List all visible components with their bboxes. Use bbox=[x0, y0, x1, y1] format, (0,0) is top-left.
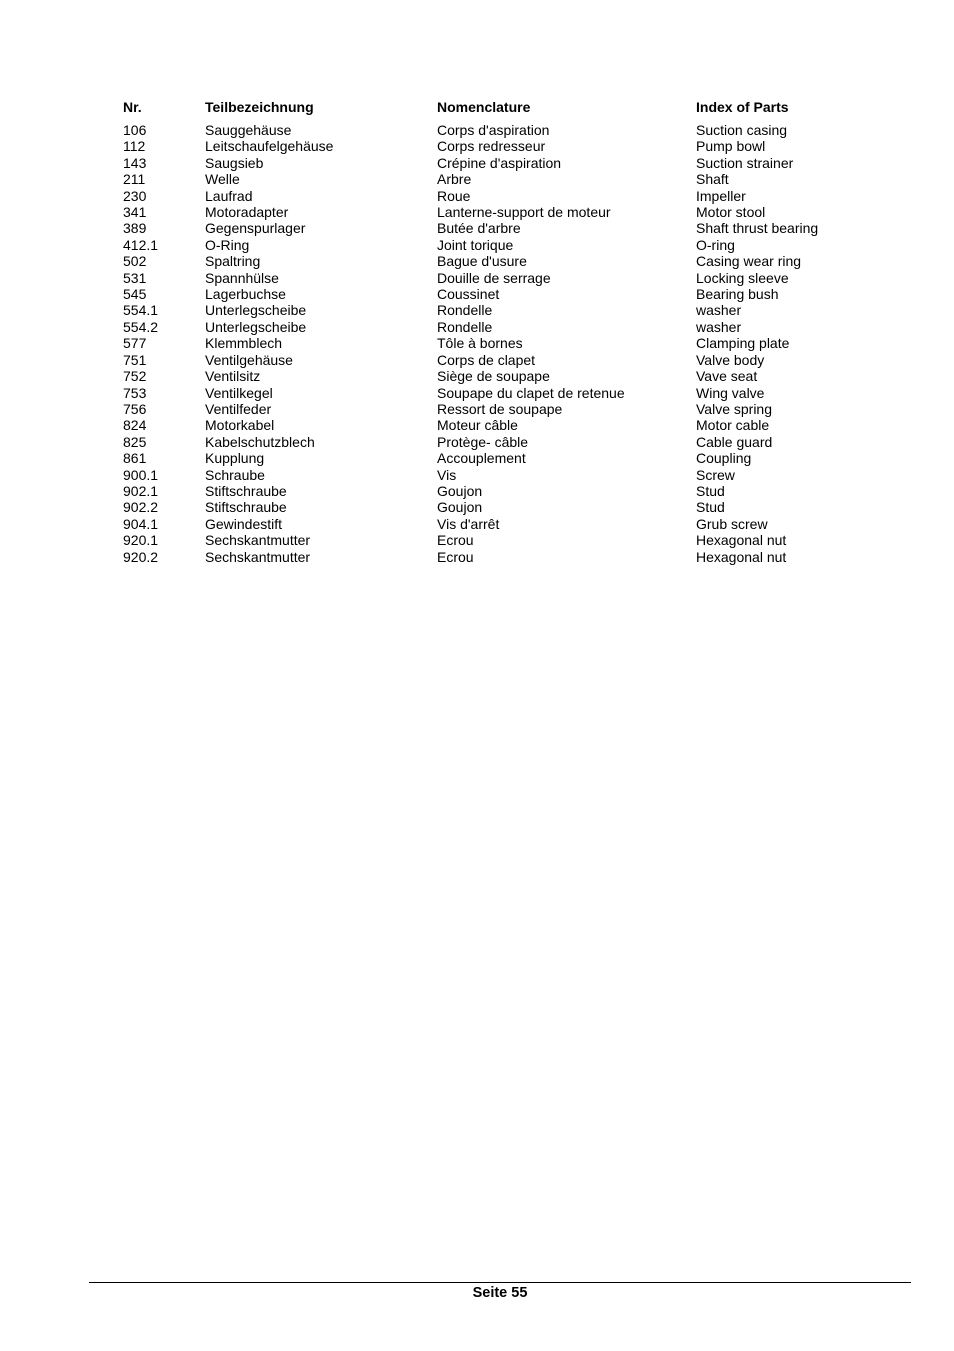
page-number: Seite 55 bbox=[472, 1285, 528, 1301]
table-row bbox=[123, 220, 856, 236]
header-nr: Nr. bbox=[123, 99, 142, 115]
cell-index-of-parts: Motor stool bbox=[696, 204, 766, 221]
table-row bbox=[123, 138, 856, 154]
cell-nr: 545 bbox=[123, 286, 147, 303]
table-row bbox=[123, 270, 856, 286]
cell-nr: 920.2 bbox=[123, 548, 159, 565]
table-row bbox=[123, 119, 856, 138]
cell-nr: 577 bbox=[123, 335, 147, 352]
cell-teilbezeichnung: Spannhülse bbox=[205, 269, 279, 286]
cell-nomenclature: Douille de serrage bbox=[437, 269, 551, 286]
cell-nomenclature: Rondelle bbox=[437, 302, 493, 319]
cell-nr: 230 bbox=[123, 187, 147, 204]
cell-nr: 825 bbox=[123, 433, 147, 450]
cell-nomenclature: Ecrou bbox=[437, 548, 474, 565]
header-teilbezeichnung: Teilbezeichnung bbox=[205, 99, 314, 115]
cell-nr: 861 bbox=[123, 450, 147, 467]
header-index-of-parts: Index of Parts bbox=[696, 99, 789, 115]
cell-index-of-parts: Grub screw bbox=[696, 515, 768, 532]
cell-nomenclature: Crépine d'aspiration bbox=[437, 154, 562, 171]
cell-teilbezeichnung: Ventilfeder bbox=[205, 400, 272, 417]
cell-nr: 554.2 bbox=[123, 318, 159, 335]
cell-nomenclature: Ressort de soupape bbox=[437, 400, 563, 417]
table-row bbox=[123, 368, 856, 384]
table-row bbox=[123, 483, 856, 499]
cell-index-of-parts: Vave seat bbox=[696, 368, 758, 385]
cell-nomenclature: Accouplement bbox=[437, 450, 526, 467]
cell-teilbezeichnung: Ventilkegel bbox=[205, 384, 273, 401]
cell-teilbezeichnung: Kupplung bbox=[205, 450, 265, 467]
cell-teilbezeichnung: Sechskantmutter bbox=[205, 548, 311, 565]
cell-nomenclature: Vis bbox=[437, 466, 457, 483]
cell-index-of-parts: Hexagonal nut bbox=[696, 548, 787, 565]
cell-nomenclature: Bague d'usure bbox=[437, 253, 527, 270]
cell-index-of-parts: Pump bowl bbox=[696, 138, 766, 155]
cell-nr: 143 bbox=[123, 154, 147, 171]
cell-nr: 756 bbox=[123, 400, 147, 417]
cell-nr: 211 bbox=[123, 171, 146, 188]
cell-nr: 824 bbox=[123, 417, 147, 434]
cell-index-of-parts: Stud bbox=[696, 499, 725, 516]
cell-nr: 902.1 bbox=[123, 482, 159, 499]
cell-nr: 904.1 bbox=[123, 515, 159, 532]
cell-teilbezeichnung: Gewindestift bbox=[205, 515, 283, 532]
cell-index-of-parts: Hexagonal nut bbox=[696, 532, 787, 549]
cell-teilbezeichnung: Motorkabel bbox=[205, 417, 275, 434]
cell-index-of-parts: Bearing bush bbox=[696, 286, 779, 303]
table-row bbox=[123, 401, 856, 417]
table-row bbox=[123, 155, 856, 171]
cell-nomenclature: Tôle à bornes bbox=[437, 335, 523, 352]
cell-index-of-parts: Clamping plate bbox=[696, 335, 790, 352]
cell-nomenclature: Vis d'arrêt bbox=[437, 515, 500, 532]
cell-index-of-parts: washer bbox=[696, 302, 742, 319]
table-row bbox=[123, 253, 856, 269]
cell-index-of-parts: Stud bbox=[696, 482, 725, 499]
cell-nr: 753 bbox=[123, 384, 147, 401]
cell-nr: 902.2 bbox=[123, 499, 159, 516]
table-row bbox=[123, 335, 856, 351]
cell-nomenclature: Protège- câble bbox=[437, 433, 529, 450]
cell-nr: 389 bbox=[123, 220, 147, 237]
table-row bbox=[123, 286, 856, 302]
cell-nomenclature: Rondelle bbox=[437, 318, 493, 335]
cell-teilbezeichnung: Gegenspurlager bbox=[205, 220, 306, 237]
cell-nomenclature: Joint torique bbox=[437, 236, 514, 253]
table-row bbox=[123, 549, 856, 565]
cell-nomenclature: Lanterne-support de moteur bbox=[437, 204, 611, 221]
cell-teilbezeichnung: Ventilsitz bbox=[205, 368, 261, 385]
cell-teilbezeichnung: Motoradapter bbox=[205, 204, 289, 221]
table-header-row bbox=[123, 99, 856, 119]
cell-teilbezeichnung: Spaltring bbox=[205, 253, 261, 270]
cell-index-of-parts: Casing wear ring bbox=[696, 253, 802, 270]
cell-index-of-parts: Impeller bbox=[696, 187, 746, 204]
cell-teilbezeichnung: Schraube bbox=[205, 466, 265, 483]
parts-table bbox=[123, 99, 856, 565]
cell-teilbezeichnung: Kabelschutzblech bbox=[205, 433, 315, 450]
cell-nomenclature: Goujon bbox=[437, 499, 483, 516]
cell-index-of-parts: Screw bbox=[696, 466, 735, 483]
cell-index-of-parts: washer bbox=[696, 318, 742, 335]
cell-teilbezeichnung: Sechskantmutter bbox=[205, 532, 311, 549]
cell-nr: 341 bbox=[123, 204, 147, 221]
table-row bbox=[123, 499, 856, 515]
cell-teilbezeichnung: Laufrad bbox=[205, 187, 253, 204]
cell-index-of-parts: Suction casing bbox=[696, 122, 788, 138]
cell-nr: 920.1 bbox=[123, 532, 159, 549]
cell-nomenclature: Corps d'aspiration bbox=[437, 122, 550, 138]
cell-index-of-parts: Cable guard bbox=[696, 433, 773, 450]
table-row bbox=[123, 302, 856, 318]
cell-index-of-parts: O-ring bbox=[696, 236, 735, 253]
cell-nr: 900.1 bbox=[123, 466, 159, 483]
cell-teilbezeichnung: Unterlegscheibe bbox=[205, 302, 307, 319]
cell-nr: 412.1 bbox=[123, 236, 159, 253]
table-row bbox=[123, 385, 856, 401]
cell-index-of-parts: Valve spring bbox=[696, 400, 773, 417]
cell-nomenclature: Roue bbox=[437, 187, 471, 204]
table-header bbox=[123, 99, 856, 119]
cell-nomenclature: Moteur câble bbox=[437, 417, 518, 434]
cell-teilbezeichnung: Stiftschraube bbox=[205, 482, 287, 499]
cell-teilbezeichnung: Leitschaufelgehäuse bbox=[205, 138, 334, 155]
cell-teilbezeichnung: Saugsieb bbox=[205, 154, 264, 171]
cell-nr: 106 bbox=[123, 122, 147, 138]
table-row bbox=[123, 352, 856, 368]
cell-nomenclature: Arbre bbox=[437, 171, 472, 188]
cell-nomenclature: Coussinet bbox=[437, 286, 500, 303]
cell-index-of-parts: Motor cable bbox=[696, 417, 770, 434]
cell-index-of-parts: Shaft bbox=[696, 171, 729, 188]
cell-teilbezeichnung: Klemmblech bbox=[205, 335, 283, 352]
table-row bbox=[123, 188, 856, 204]
table-row bbox=[123, 516, 856, 532]
cell-nr: 554.1 bbox=[123, 302, 159, 319]
table-row bbox=[123, 417, 856, 433]
cell-nr: 751 bbox=[123, 351, 147, 368]
table-body bbox=[123, 119, 856, 565]
cell-teilbezeichnung: O-Ring bbox=[205, 236, 250, 253]
cell-index-of-parts: Shaft thrust bearing bbox=[696, 220, 819, 237]
cell-nomenclature: Ecrou bbox=[437, 532, 474, 549]
cell-index-of-parts: Suction strainer bbox=[696, 154, 794, 171]
cell-teilbezeichnung: Stiftschraube bbox=[205, 499, 287, 516]
cell-index-of-parts: Valve body bbox=[696, 351, 765, 368]
footer-divider bbox=[89, 1282, 911, 1283]
cell-nomenclature: Corps de clapet bbox=[437, 351, 536, 368]
cell-index-of-parts: Locking sleeve bbox=[696, 269, 789, 286]
table-row bbox=[123, 204, 856, 220]
cell-index-of-parts: Wing valve bbox=[696, 384, 765, 401]
cell-nr: 752 bbox=[123, 368, 147, 385]
cell-teilbezeichnung: Welle bbox=[205, 171, 240, 188]
table-row bbox=[123, 467, 856, 483]
cell-nomenclature: Siège de soupape bbox=[437, 368, 550, 385]
table-row bbox=[123, 450, 856, 466]
cell-teilbezeichnung: Lagerbuchse bbox=[205, 286, 286, 303]
cell-nomenclature: Butée d'arbre bbox=[437, 220, 521, 237]
table-row bbox=[123, 434, 856, 450]
table-row bbox=[123, 319, 856, 335]
table-row bbox=[123, 237, 856, 253]
cell-nr: 531 bbox=[123, 269, 147, 286]
cell-nr: 502 bbox=[123, 253, 147, 270]
cell-teilbezeichnung: Ventilgehäuse bbox=[205, 351, 293, 368]
table-row bbox=[123, 532, 856, 548]
cell-nr: 112 bbox=[123, 138, 146, 155]
cell-index-of-parts: Coupling bbox=[696, 450, 752, 467]
cell-nomenclature: Goujon bbox=[437, 482, 483, 499]
cell-nomenclature: Soupape du clapet de retenue bbox=[437, 384, 625, 401]
cell-teilbezeichnung: Sauggehäuse bbox=[205, 122, 292, 138]
header-nomenclature: Nomenclature bbox=[437, 99, 531, 115]
cell-teilbezeichnung: Unterlegscheibe bbox=[205, 318, 307, 335]
table-row bbox=[123, 171, 856, 187]
cell-nomenclature: Corps redresseur bbox=[437, 138, 546, 155]
